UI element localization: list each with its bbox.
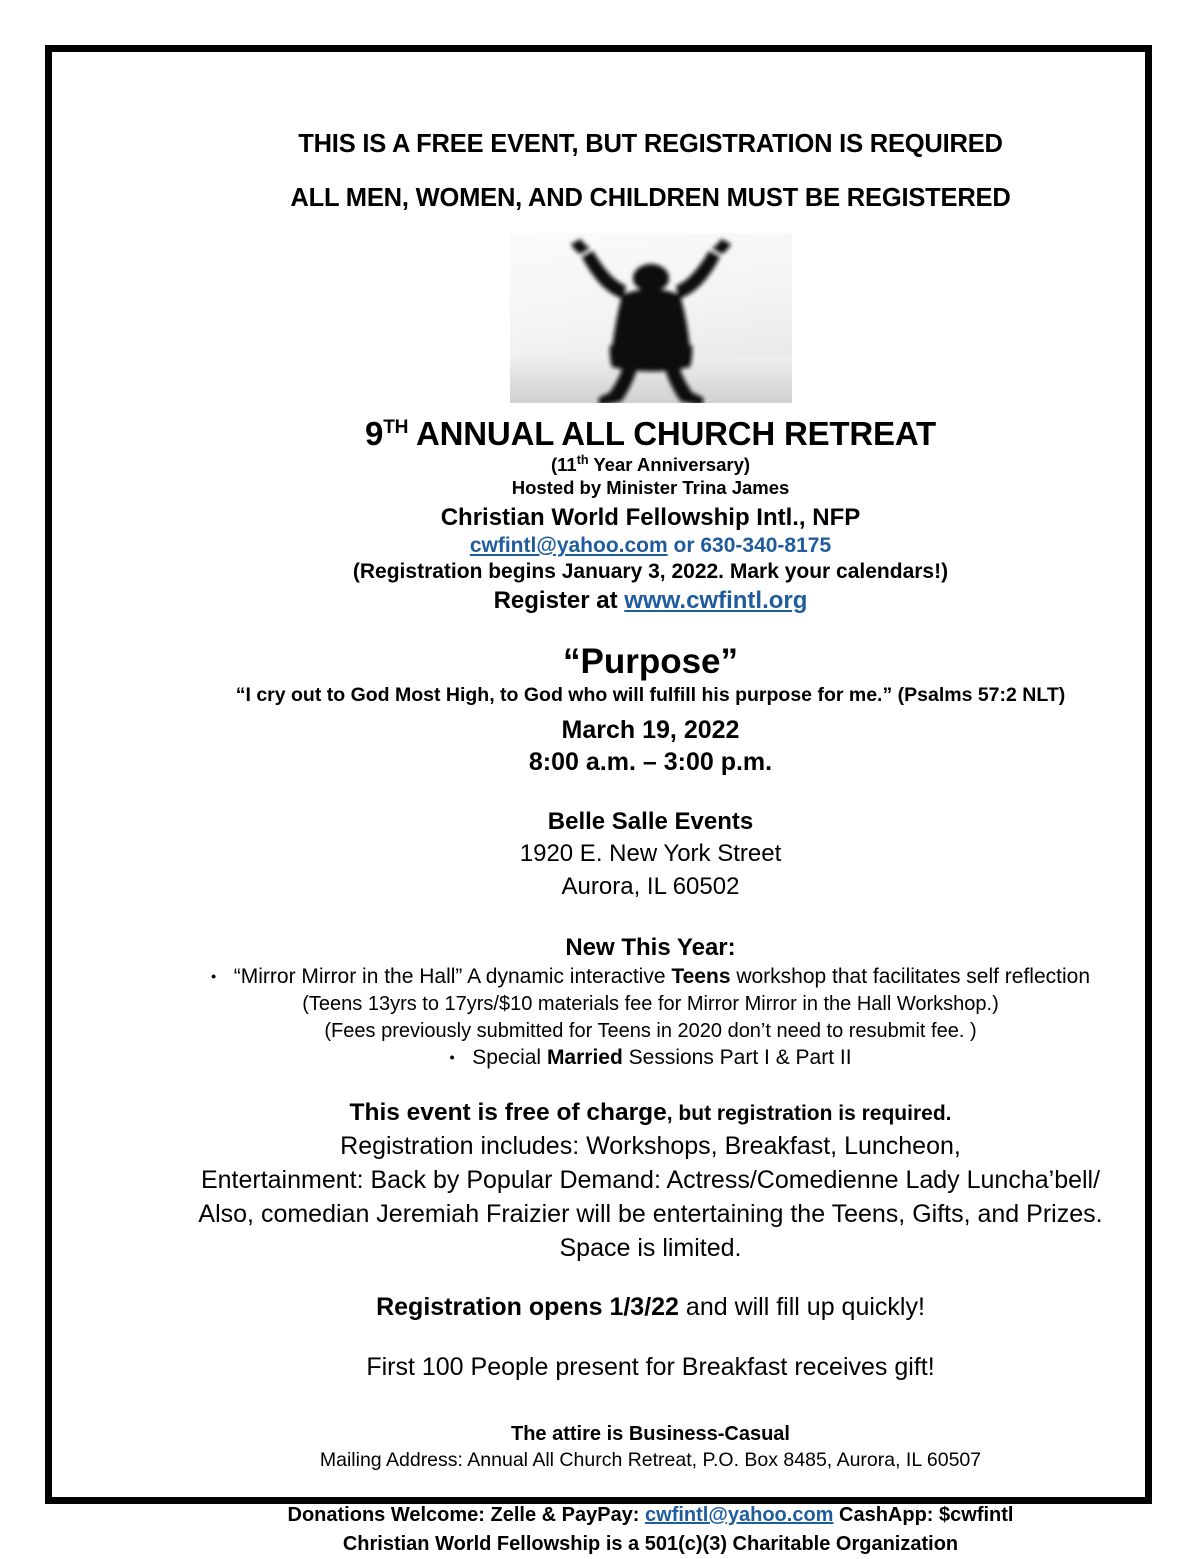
venue-name: Belle Salle Events bbox=[547, 807, 754, 835]
bullet-1-bold: Teens bbox=[671, 965, 731, 989]
flyer-border-frame bbox=[45, 45, 1152, 1555]
register-at-line bbox=[112, 585, 1189, 616]
banner-line-1: THIS IS A FREE EVENT, BUT REGISTRATION IS REQUIRED bbox=[298, 130, 1003, 158]
anniversary-line bbox=[112, 452, 1189, 477]
free-of-charge-bold: This event is free of charge bbox=[349, 1099, 667, 1127]
anniversary-rest: Year Anniversary) bbox=[588, 453, 751, 475]
bullet-1-post: workshop that facilitates self reflection bbox=[730, 965, 1091, 989]
registration-includes-line-3: Also, comedian Jeremiah Fraizier will be entertaining the Teens, Gifts, and Prizes. bbox=[198, 1200, 1103, 1229]
attire-line: The attire is Business-Casual bbox=[511, 1422, 790, 1445]
donations-suffix: CashApp: $cwfintl bbox=[833, 1503, 1014, 1526]
charitable-organization-line: Christian World Fellowship is a 501(c)(3) Charitable Organization bbox=[342, 1532, 959, 1555]
website-link[interactable]: www.cwfintl.org bbox=[624, 587, 808, 615]
title-rest: ANNUAL ALL CHURCH RETREAT bbox=[408, 415, 936, 452]
teens-fee-note: (Teens 13yrs to 17yrs/$10 materials fee for Mirror Mirror in the Hall Workshop.) bbox=[302, 992, 999, 1015]
bullet-2-post: Sessions Part I & Part II bbox=[622, 1046, 852, 1070]
registration-begins-note: (Registration begins January 3, 2022. Mark your calendars!) bbox=[352, 560, 949, 584]
donations-line bbox=[112, 1501, 1189, 1530]
banner-line-2: ALL MEN, WOMEN, AND CHILDREN MUST BE REGISTERED bbox=[290, 183, 1011, 212]
bullet-2-pre: Special bbox=[472, 1046, 547, 1070]
title-ordinal-number: 9 bbox=[365, 415, 384, 452]
donations-prefix: Donations Welcome: Zelle & PayPay: bbox=[287, 1503, 646, 1526]
free-of-charge-rest: , but registration is required. bbox=[666, 1102, 952, 1126]
event-time: 8:00 a.m. – 3:00 p.m. bbox=[528, 747, 773, 776]
donations-email-link[interactable]: cwfintl@yahoo.com bbox=[645, 1503, 834, 1526]
registration-opens-line bbox=[112, 1291, 1189, 1325]
theme-title: “Purpose” bbox=[562, 641, 739, 681]
anniversary-suffix: th bbox=[576, 452, 589, 467]
registration-includes-line-1: Registration includes: Workshops, Breakfast, Luncheon, bbox=[340, 1132, 961, 1161]
celebration-silhouette-image bbox=[510, 233, 792, 403]
new-this-year-bullet-1 bbox=[112, 963, 1189, 991]
registration-opens-rest: and will fill up quickly! bbox=[678, 1293, 925, 1322]
bullet-dot-icon: • bbox=[210, 968, 217, 986]
organization-name: Christian World Fellowship Intl., NFP bbox=[440, 504, 861, 532]
event-date: March 19, 2022 bbox=[561, 715, 740, 744]
previous-fees-note: (Fees previously submitted for Teens in 2020 don’t need to resubmit fee. ) bbox=[324, 1019, 977, 1042]
bullet-2-bold: Married bbox=[546, 1046, 623, 1070]
registration-opens-bold: Registration opens 1/3/22 bbox=[376, 1293, 679, 1322]
new-this-year-bullet-2 bbox=[112, 1044, 1189, 1072]
anniversary-prefix: (11 bbox=[550, 453, 577, 475]
contact-phone: or 630-340-8175 bbox=[667, 533, 832, 557]
register-at-label: Register at bbox=[493, 587, 625, 615]
contact-line bbox=[112, 533, 1189, 559]
hosted-by-line: Hosted by Minister Trina James bbox=[511, 477, 790, 499]
free-of-charge-line bbox=[112, 1096, 1189, 1129]
bullet-dot-icon: • bbox=[449, 1049, 455, 1067]
new-this-year-heading: New This Year: bbox=[565, 933, 736, 961]
first-100-gift-line: First 100 People present for Breakfast receives gift! bbox=[366, 1352, 935, 1381]
person-silhouette-icon bbox=[510, 233, 792, 403]
registration-includes-line-4: Space is limited. bbox=[559, 1234, 742, 1263]
mailing-address-line: Mailing Address: Annual All Church Retreat, P.O. Box 8485, Aurora, IL 60507 bbox=[319, 1448, 982, 1471]
flyer-title bbox=[112, 417, 1189, 452]
scripture-verse: “I cry out to God Most High, to God who will fulfill his purpose for me.” (Psalms 57:2 NLT) bbox=[235, 684, 1066, 707]
contact-email-link[interactable]: cwfintl@yahoo.com bbox=[469, 533, 668, 557]
bullet-1-pre: “Mirror Mirror in the Hall” A dynamic interactive bbox=[233, 965, 672, 989]
hero-image-container bbox=[112, 233, 1189, 403]
venue-city-state-zip: Aurora, IL 60502 bbox=[561, 873, 740, 901]
title-ordinal-suffix: TH bbox=[383, 417, 409, 438]
venue-street: 1920 E. New York Street bbox=[519, 839, 782, 867]
registration-includes-line-2: Entertainment: Back by Popular Demand: Actress/Comedienne Lady Luncha’bell/ bbox=[200, 1166, 1101, 1195]
flyer-content bbox=[112, 112, 1189, 1559]
